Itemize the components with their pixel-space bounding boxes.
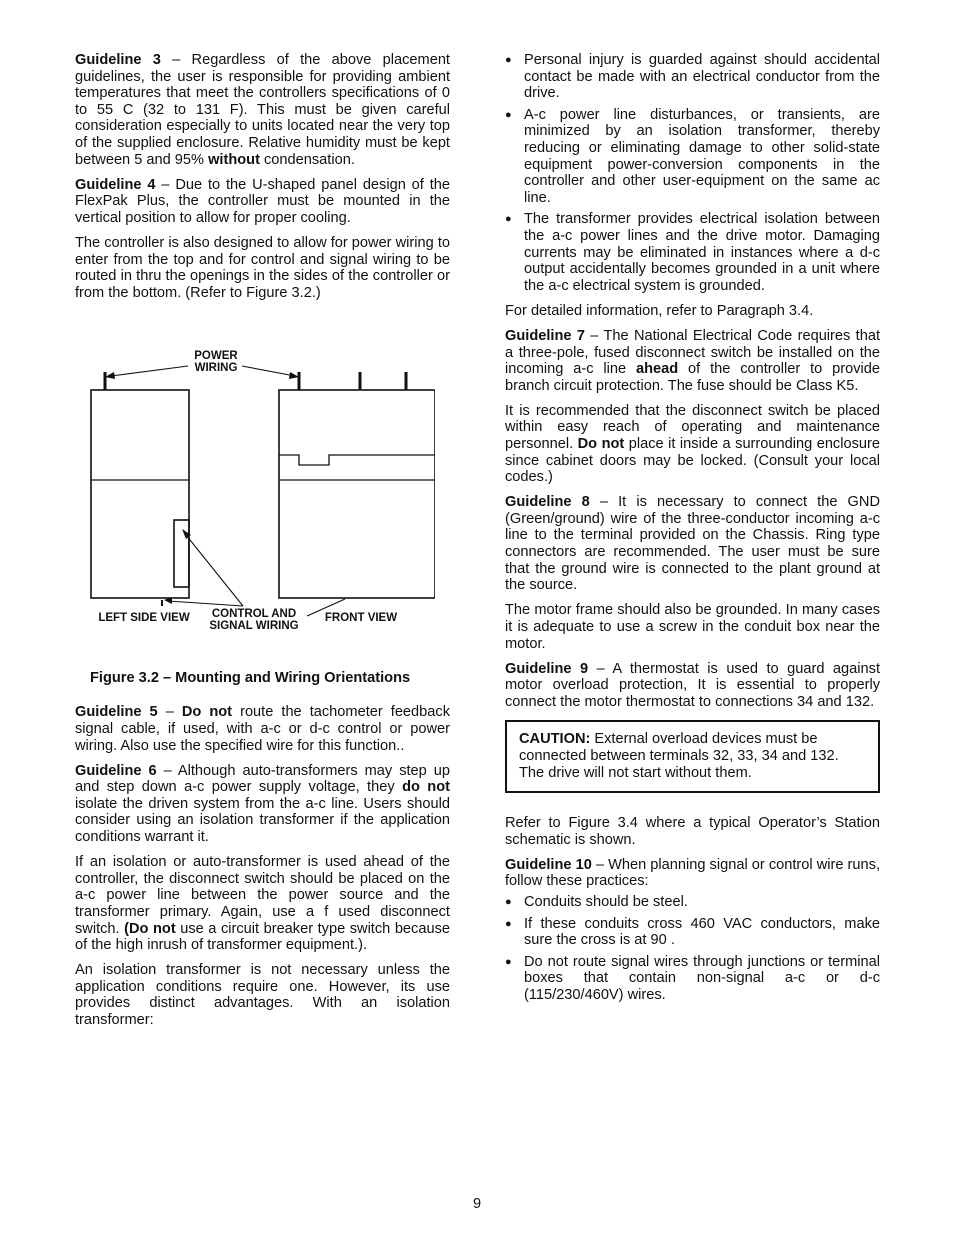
wiring-practices-list [505, 894, 880, 1004]
figure-caption: Figure 3.2 – Mounting and Wiring Orientations [90, 669, 411, 686]
isolation-paragraph: If an isolation or auto-transformer is used ahead of the controller, the disconnect switch should be placed on the a-c power line between the power source and the transformer primary. Again, use a f used disconnect switch. (Do not use a circuit breaker type switch because of the high inrush of transformer equipment.). [75, 854, 450, 954]
right-column [505, 52, 880, 1012]
list-item: ● Conduits should be steel. [505, 894, 880, 911]
transformer-advantages-paragraph: An isolation transformer is not necessary unless the application conditions require one. However, its use provides distinct advantages. With an isolation transformer: [75, 962, 450, 1028]
caution-label: CAUTION: [519, 731, 591, 748]
guideline-7: Guideline 7 – The National Electrical Code requires that a three-pole, fused disconnect switch be installed on the incoming a-c line ahead of the controller to provide branch circuit protection. The fuse should be Class K5. [505, 327, 881, 394]
figure-3-2 [75, 310, 450, 670]
guideline-8: Guideline 8 – It is necessary to connect the GND (Green/ground) wire of the three-conductor incoming a-c line to the terminal provided on the Chassis. Ring type connectors are recommended. The user must be sure that the ground wire is connected to the plant ground at the source. [505, 494, 880, 594]
side-opening [174, 520, 189, 587]
guideline-6: Guideline 6 – Although auto-transformers may step up and step down a-c power supply voltage, they do not isolate the driven system from the a-c line. Users should consider using an isolation transformer if the application conditions warrant it. [75, 762, 450, 846]
guideline-4: Guideline 4 – Due to the U-shaped panel design of the FlexPak Plus, the controller must be mounted in the vertical position to allow for proper cooling. [75, 176, 450, 226]
list-item: ● The transformer provides electrical isolation between the a-c power lines and the drive motor. Damaging currents may be eliminated in instances where a d-c output accidentally becomes grounded in a unit where the a-c electrical system is grounded. [505, 211, 880, 294]
page-number: 9 [472, 1196, 482, 1212]
guideline-3: Guideline 3 – Regardless of the above placement guidelines, the user is responsible for providing ambient temperatures that meet the controllers specifications of 0 to 55 C (32 to 131 F). This must be given careful consideration especially to units located near the very top of the supplied enclosure. Relative humidity must be kept between 5 and 95% without condensation. [75, 52, 450, 168]
front-view-outline [279, 390, 435, 598]
guideline-10: Guideline 10 – When planning signal or control wire runs, follow these practices: [505, 856, 880, 890]
list-item: ● If these conduits cross 460 VAC conductors, make sure the cross is at 90 . [505, 916, 880, 949]
guideline-9: Guideline 9 – A thermostat is used to guard against motor overload protection, It is essential to properly connect the motor thermostat to connections 34 and 132. [505, 660, 880, 710]
left-side-view-label: LEFT SIDE VIEW [98, 611, 190, 624]
disconnect-recommendation: It is recommended that the disconnect switch be placed within easy reach of operating and maintenance personnel. Do not place it inside a surrounding enclosure since cabinet doors may be locked. (Consult your local codes.) [505, 402, 880, 486]
motor-ground-paragraph: The motor frame should also be grounded. In many cases it is adequate to use a screw in the conduit box near the motor. [505, 602, 880, 652]
wiring-paragraph: The controller is also designed to allow for power wiring to enter from the top and for control and signal wiring to be routed in thru the openings in the sides of the controller or from the bottom. (Refer to Figure 3.2.) [75, 234, 450, 301]
guideline-5: Guideline 5 – Do not route the tachometer feedback signal cable, if used, with a-c or d-c control or power wiring. Also use the specified wire for this function.. [75, 704, 450, 754]
list-item: ● Do not route signal wires through junctions or terminal boxes that contain non-signal a-c or d-c (115/230/460V) wires. [505, 954, 880, 1004]
list-item: ● A-c power line disturbances, or transients, are minimized by an isolation transformer, thereby reducing or eliminating damage to other solid-state equipment power-conversion components in the controller and other user-equipment on the same ac line. [505, 107, 880, 207]
advantages-list [505, 52, 880, 294]
operator-station-reference: Refer to Figure 3.4 where a typical Operator’s Station schematic is shown. [505, 815, 880, 848]
power-wiring-label: POWER WIRING [194, 349, 238, 374]
left-column [75, 52, 450, 1037]
caution-box: CAUTION: External overload devices must be connected between terminals 32, 33, 34 and 132. The drive will not start without them. [505, 720, 880, 793]
front-view-label: FRONT VIEW [324, 611, 398, 624]
list-item: ● Personal injury is guarded against should accidental contact be made with an electrical conductor from the drive. [505, 52, 880, 102]
control-signal-wiring-label: CONTROL AND SIGNAL WIRING [209, 607, 299, 632]
detail-reference: For detailed information, refer to Paragraph 3.4. [505, 302, 814, 319]
